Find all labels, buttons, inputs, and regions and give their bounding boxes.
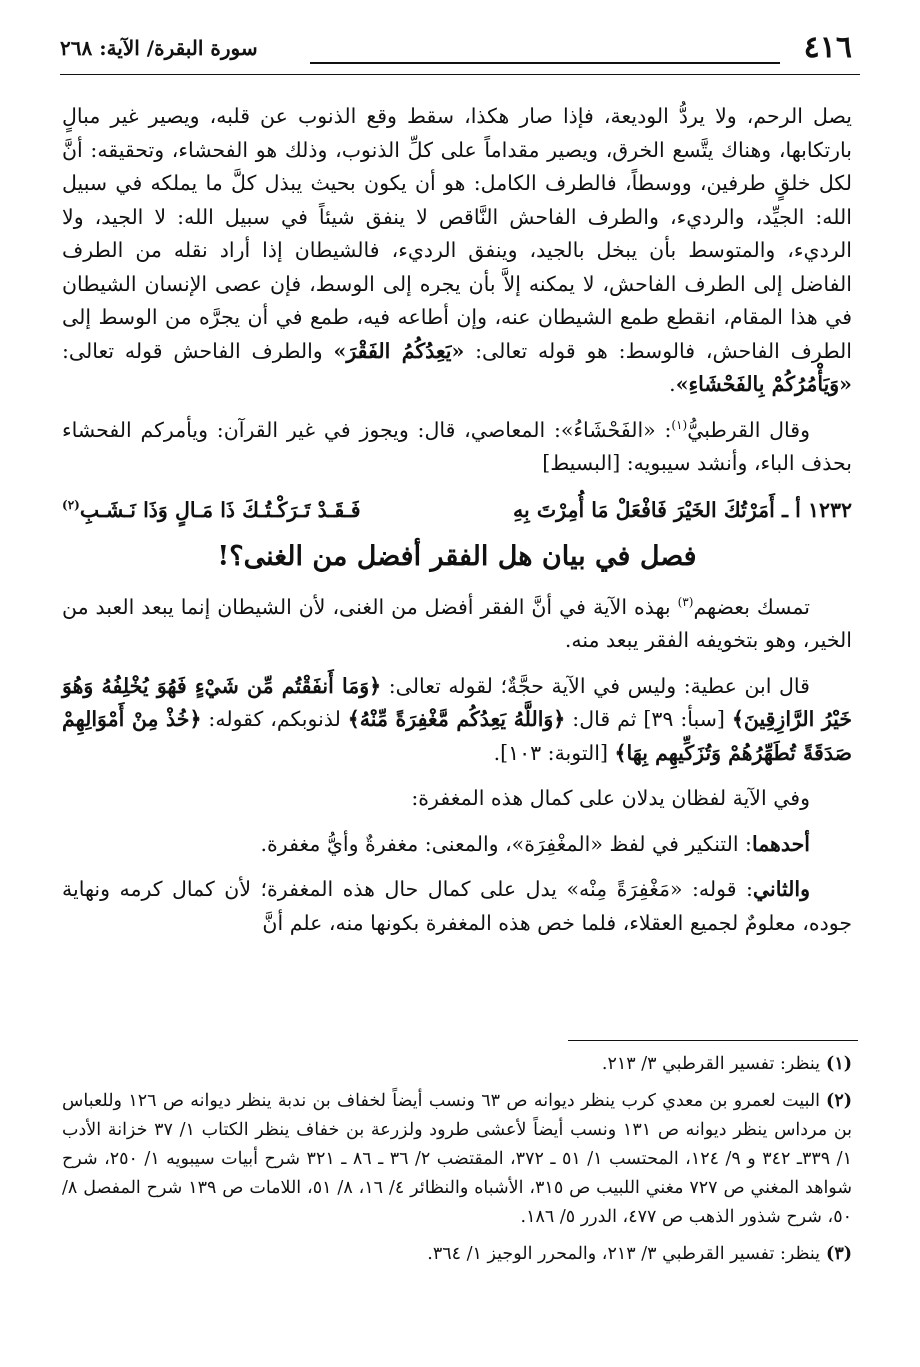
quran-verse-tawba: ﴿خُذْ مِنْ أَمْوَالِهِمْ صَدَقَةً تُطَهِّرُهُمْ وَتُزَكِّيهِم بِهَا﴾ (62, 707, 852, 765)
paragraph-3-text: تمسك بعضهم (693, 594, 810, 619)
footnote-ref-1: (١) (671, 417, 688, 432)
footnote-2-text: البيت لعمرو بن معدي كرب ينظر ديوانه ص ٦٣ ونسب أيضاً لخفاف بن ندبة ينظر ديوانه ص ١٢٦ وللعباس بن مرداس ينظر ديوانه ص ١٣١ ونسب أيضاً لأعشى طرود ولزرعة بن خفاف ينظر الكتاب ١/ ٣٧ خزانة الأدب ١/ ٣٣٩ـ ٣٤٢ و ٩/ ١٢٤، المحتسب ١/ ٥١ ـ ٣٧٢، المقتضب ٢/ ٣٦ ـ ٨٦ ـ ٣٢١ شرح أبيات سيبويه ١/ ٢٥٠، شرح شواهد المغني ص ٧٢٧ مغني اللبيب ص ٣١٥، الأشباه والنظائر ٤/ ١٦، ٨/ ٥١، اللامات ص ١٣٩ شرح المفصل ٨/ ٥٠، شرح شذور الذهب ص ٤٧٧، الدرر ٥/ ١٨٦. (62, 1091, 853, 1227)
main-text (62, 100, 852, 952)
verse-second-hemistich (62, 493, 361, 527)
footnote-1 (62, 1050, 852, 1079)
page-header (60, 22, 860, 76)
footnote-3-text: ينظر: تفسير القرطبي ٣/ ٢١٣، والمحرر الوجيز ١/ ٣٦٤. (427, 1244, 821, 1264)
verse-first-hemistich: ١٢٣٢ أ ـ أَمَرْتُكَ الخَيْرَ فَافْعَلْ مَا أُمِرْتَ بِهِ (513, 497, 852, 522)
first-point-lead: أحدهما (751, 831, 810, 856)
header-underline (60, 74, 860, 75)
footnote-1-mark: (١) (826, 1054, 852, 1074)
paragraph-second-point (62, 873, 852, 940)
quote-yamurukum: «وَيَأْمُرُكُمْ بِالفَحْشَاءِ» (675, 372, 852, 396)
qurtubi-text-cont: : «الفَحْشَاءُ»: المعاصي، قال: ويجوز في غير القرآن: ويأمركم الفحشاء بحذف الباء، وأنشد سيبويه: [البسيط] (62, 417, 852, 475)
footnote-separator (568, 1040, 858, 1041)
ibn-atiyya-text: قال ابن عطية: وليس في الآية حجَّةٌ؛ لقوله تعالى: (388, 673, 810, 698)
running-title: سورة البقرة/ الآية: ٢٦٨ (60, 36, 258, 60)
footnote-2 (62, 1087, 852, 1232)
paragraph-1-text: يصل الرحم، ولا يردُّ الوديعة، فإذا صار هكذا، سقط وقع الذنوب عن قلبه، ويصير غير مبالٍ بارتكابها، وهناك يتَّسع الخرق، ويصير مقداماً على كلِّ الذنوب، وذلك هو الفحشاء، وتحقيقه: أنَّ لكل خلقٍ طرفين، ووسطاً، فالطرف الكامل: هو أن يكون بحيث يبذل كلَّ ما يملكه في سبيل الله: الجيِّد، والرديء، والطرف الفاحش النَّاقص لا ينفق شيئاً في سبيل الله: لا الجيد، ولا الرديء، والمتوسط بأن يبخل بالجيد، وينفق الرديء، فالشيطان إذا أراد نقله من الطرف الفاضل إلى الطرف الفاحش، لا يمكنه إلاَّ بأن يجره إلى الوسط، فإن عصى الإنسان الشيطان في هذا المقام، انقطع طمع الشيطان عنه، وإن أطاعه فيه، طمع في أن يجرَّه من الوسط إلى الطرف الفاحش، فالوسط: هو قوله تعالى: (62, 104, 852, 363)
footnote-3 (62, 1240, 852, 1269)
qurtubi-text: وقال القرطبيُّ (687, 417, 811, 442)
ibn-atiyya-mid: لذنوبكم، كقوله: (208, 707, 341, 731)
quote-yaidukum: «يَعِدُكُمُ الفَقْرَ» (333, 338, 465, 363)
footnote-3-mark: (٣) (826, 1244, 852, 1264)
quran-verse-saba: ﴿وَمَا أَنفَقْتُم مِّن شَيْءٍ فَهُوَ يُخْلِفُهُ وَهُوَ خَيْرُ الرَّازِقِينَ﴾ (62, 673, 853, 731)
paragraph-3-cont: بهذه الآية في أنَّ الفقر أفضل من الغنى، لأن الشيطان إنما يبعد العبد من الخير، وهو بتخويفه الفقر يبعد منه. (62, 594, 852, 652)
footnotes (62, 1050, 852, 1277)
verse-second-text: فَـقَـدْ تَـرَكْـتُـكَ ذَا مَـالٍ وَذَا نَـشَـبِ (79, 497, 361, 522)
footnote-ref-3: (٣) (677, 594, 694, 609)
footnote-1-text: ينظر: تفسير القرطبي ٣/ ٢١٣. (601, 1054, 821, 1074)
second-point-lead: والثاني (752, 877, 810, 901)
second-point-text: : قوله: «مَغْفِرَةً مِنْه» يدل على كمال حال هذه المغفرة؛ لأن كمال كرمه ونهاية جوده، معلومٌ لجميع العقلاء، فلما خص هذه المغفرة بكونها منه، علم أنَّ (62, 877, 852, 935)
quran-verse-maghfira: ﴿وَاللَّهُ يَعِدُكُم مَّغْفِرَةً مِّنْهُ﴾ (347, 707, 566, 731)
paragraph-1-end: . (669, 372, 676, 396)
paragraph-ibn-atiyya (62, 670, 852, 771)
poetry-verse (62, 493, 852, 527)
footnote-ref-2: (٢) (62, 497, 80, 512)
paragraph-3 (62, 591, 852, 658)
paragraph-5: وفي الآية لفظان يدلان على كمال هذه المغفرة: (411, 786, 810, 810)
paragraph-qurtubi (62, 414, 852, 481)
ibn-atiyya-ref: [سبأ: ٣٩] ثم قال: (572, 707, 725, 731)
page-number: ٤١٦ (803, 30, 852, 65)
ibn-atiyya-end: [التوبة: ١٠٣]. (493, 740, 608, 765)
section-heading: فصل في بيان هل الفقر أفضل من الغنى؟! (217, 540, 697, 572)
footnote-2-mark: (٢) (826, 1091, 852, 1111)
header-rule (310, 62, 780, 64)
paragraph-first-point (62, 828, 852, 862)
paragraph-1 (62, 100, 852, 402)
first-point-text: : التنكير في لفظ «المغْفِرَة»، والمعنى: مغفرةٌ وأيُّ مغفرة. (260, 831, 752, 856)
paragraph-1-mid: والطرف الفاحش قوله تعالى: (62, 338, 323, 363)
